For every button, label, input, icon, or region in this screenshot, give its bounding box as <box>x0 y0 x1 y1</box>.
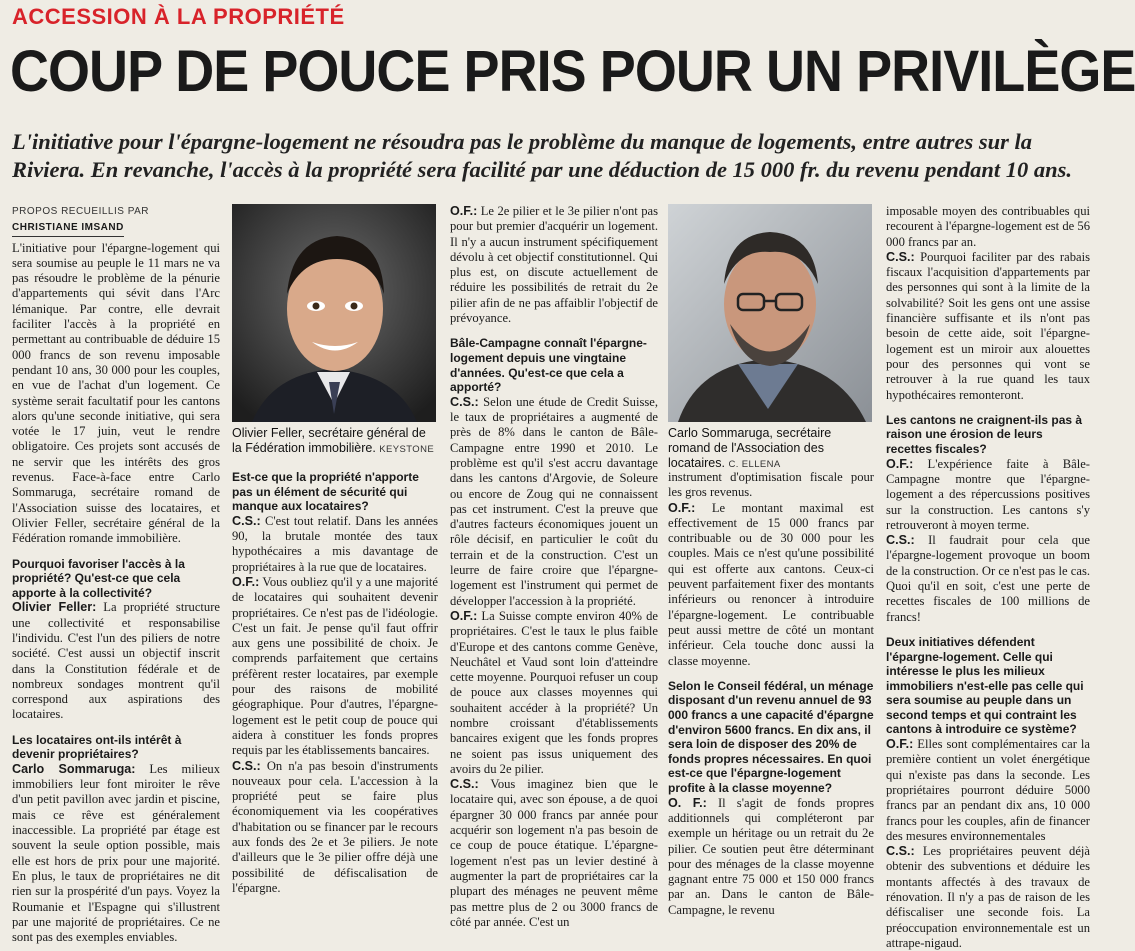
portrait-illustration <box>232 204 436 422</box>
answer <box>668 796 874 918</box>
column-1 <box>12 204 220 945</box>
photo-credit: KEYSTONE <box>379 444 435 455</box>
continued-text: instrument d'optimisation fiscale pour les gros revenus. <box>668 470 874 500</box>
caption-text: Olivier Feller, secrétaire général de la Fédération immobilière. <box>232 426 426 455</box>
speaker: C.S.: <box>886 844 915 859</box>
answer <box>886 737 1090 844</box>
photo-credit: C. ELLENA <box>728 459 781 470</box>
byline-author: CHRISTIANE IMSAND <box>12 220 124 236</box>
answer <box>886 533 1090 625</box>
answer-text: Elles sont complémentaires car la première contient un volet énergétique qui n'existe pas dans la seconde. Les propriétaires pourront déduire 5000 francs par an pendant dix ans, 10 000 francs pour les couples, afin de financer des mesures environnementales <box>886 737 1090 843</box>
answer-text: Il faudrait pour cela que l'épargne-logement provoque un boom de la construction. Or ce n'est pas le cas. Quoi qu'il en soit, c'est une perte de recettes fiscales de 100 millions de francs! <box>886 533 1090 624</box>
portrait-illustration <box>668 204 872 422</box>
speaker: O.F.: <box>886 737 914 752</box>
speaker: O.F.: <box>668 500 696 515</box>
question: Deux initiatives défendent l'épargne-logement. Celle qui intéresse le plus les milieux immobiliers n'est-elle pas celle qui sera soumise au peuple dans un second temps et qui contraint les cantons à introduire ce système? <box>886 634 1084 737</box>
column-4 <box>668 470 874 917</box>
answer <box>450 609 658 777</box>
answer <box>886 844 1090 951</box>
portrait-photo-sommaruga <box>668 204 872 422</box>
kicker: ACCESSION À LA PROPRIÉTÉ <box>12 4 345 29</box>
intro-text: L'initiative pour l'épargne-logement qui sera soumise au peuple le 11 mars ne va pas résoudre le problème de la pénurie d'appartements qui sévit dans l'Arc lémanique. Par contre, elle devrait faciliter l'accès à la propriété en permettant au contribuable de déduire 15 000 francs de son revenu imposable pendant 10 ans, 30 000 pour les couples, en vue de l'achat d'un logement. Ce système serait facultatif pour les cantons alors qu'une seconde initiative, qui sera votée le 17 juin, veut le rendre obligatoire. Ces projets sont accusés de ne servir que les intérêts des gros revenus. Face-à-face entre Carlo Sommaruga, secrétaire romand de l'Association suisse des locataires, et Olivier Feller, secrétaire général de la Fédération romande immobilière. <box>12 240 220 546</box>
speaker: C.S.: <box>232 513 261 528</box>
speaker: O.F.: <box>450 204 478 218</box>
speaker: C.S.: <box>886 533 915 548</box>
question: Pourquoi favoriser l'accès à la propriété? Qu'est-ce que cela apporte à la collectivité? <box>12 556 185 600</box>
lead-paragraph: L'initiative pour l'épargne-logement ne résoudra pas le problème du manque de logements, entre autres sur la Riviera. En revanche, l'accès à la propriété sera facilité par une déduction de 15 000 fr. du revenu pendant 10 ans. <box>12 129 1072 182</box>
caption-text: Carlo Sommaruga, secrétaire romand de l'Association des locataires. <box>668 426 832 470</box>
speaker: C.S.: <box>886 249 915 264</box>
answer-text: La Suisse compte environ 40% de propriétaires. C'est le taux le plus faible d'Europe et des cantons comme Genève, Neuchâtel et Vaud sont loin d'atteindre cette moyenne. Pourquoi refuser un coup de pouce aux classes moyennes qui souhaitent accéder à la propriété? Un nombre croissant d'établissements bancaires exigent que les fonds propres ne soient pas issus uniquement des avoirs du 2e pilier. <box>450 608 658 776</box>
caption-sommaruga <box>668 426 874 472</box>
answer <box>450 777 658 930</box>
continued-text: imposable moyen des contribuables qui recourent à l'épargne-logement est de 56 000 francs par an. <box>886 204 1090 249</box>
question: Selon le Conseil fédéral, un ménage disposant d'un revenu annuel de 93 000 francs a une capacité d'épargne d'environ 5600 francs. En dix ans, il sera loin de disposer des 20% de fonds propres nécessaires. En quoi est-ce que l'épargne-logement profite à la classe moyenne? <box>668 678 874 796</box>
portrait-photo-feller <box>232 204 436 422</box>
answer-text: Le montant maximal est effectivement de 15 000 francs par contribuable ou de 30 000 pour les couples. Mais ce n'est qu'une possibilité qui est offerte aux cantons. Ceux-ci peuvent parfaitement fixer des montants inférieurs ou renoncer à introduire l'épargne-logement. Le contribuable peut aussi mettre de côté un montant inférieur. Cela touche donc aussi la classe moyenne. <box>668 500 874 668</box>
answer-text: L'expérience faite à Bâle-Campagne montre que l'épargne-logement a des répercussions positives sur la construction. Les cantons s'y retrouveront à moyen terme. <box>886 456 1090 532</box>
answer-text: Vous oubliez qu'il y a une majorité de locataires qui souhaitent devenir propriétaires. Ce n'est pas de l'idéologie. C'est un fait. Je pense qu'il faut offrir aux gens une possibilité de choix. Je comprends parfaitement que certains préfèrent rester locataires, par exemple pour des raisons de mobilité géographique. Pour d'autres, l'épargne-logement est le petit coup de pouce qui aidera à constituer les fonds propres requis par les établissements bancaires. <box>232 574 438 758</box>
answer-text: Il s'agit de fonds propres additionnels qui compléteront par exemple un héritage ou un retrait du 2e pilier. Ce soutien peut être déterminant pour des ménages de la classe moyenne gagnant entre 75 000 et 150 000 francs par an. Dans le canton de Bâle-Campagne, le revenu <box>668 795 874 917</box>
answer-text: Les propriétaires peuvent déjà obtenir des subventions et déduire les montants affectés à des travaux de rénovation. Il n'y a pas de raison de les défiscaliser une seconde fois. La préoccupation environnementale est un attrape-nigaud. <box>886 844 1090 950</box>
caption-feller <box>232 426 438 457</box>
answer <box>12 600 220 722</box>
answer <box>12 762 220 946</box>
answer <box>668 501 874 669</box>
answer-text: C'est tout relatif. Dans les années 90, la brutale montée des taux hypothécaires a mis davantage de propriétaires à la rue que de locataires. <box>232 513 438 574</box>
answer <box>232 514 438 575</box>
headline: COUP DE POUCE PRIS POUR UN PRIVILÈGE <box>10 39 1135 104</box>
speaker: Olivier Feller: <box>12 600 97 615</box>
speaker: O.F.: <box>450 608 478 623</box>
question: Est-ce que la propriété n'apporte pas un élément de sécurité qui manque aux locataires? <box>232 470 419 514</box>
answer <box>450 395 658 609</box>
answer-text: Les milieux immobiliers leur font miroiter le rêve d'un petit pavillon avec jardin et piscine, mais ce rêve est généralement inaccessible. La propriété par étage est souvent la seule option possible, mais elle est hors de prix pour une majorité. En plus, le taux de propriétaires ne dit rien sur la prospérité d'un pays. Voyez la Roumanie et l'Espagne qui s'illustrent par une majorité de propriétaires. Ce ne sont pas des exemples enviables. <box>12 761 220 945</box>
speaker: C.S.: <box>450 394 479 409</box>
answer-text: Selon une étude de Credit Suisse, le taux de propriétaires a augmenté de près de 8% dans le canton de Bâle-Campagne entre 1990 et 2010. Le problème est qu'il s'est accru davantage dans les cantons d'Argovie, de Soleure ou encore de Zoug qui ne connaissent pas cet instrument. C'est la preuve que d'autres facteurs économiques jouent un rôle décisif, en particulier le coût du terrain et de la construction. C'est un leurre de faire croire que l'épargne-logement est l'instrument qui permet de développer l'accession à la propriété. <box>450 394 658 608</box>
answer-text: La propriété structure une collectivité et responsabilise l'individu. C'est l'un des piliers de notre société. C'est aussi un objectif inscrit dans la Constitution fédérale et de nombreux sondages montrent qu'il correspond aux aspirations des locataires. <box>12 600 220 722</box>
speaker: C.S.: <box>450 777 479 792</box>
question: Les cantons ne craignent-ils pas à raison une érosion de leurs recettes fiscales? <box>886 412 1083 457</box>
answer <box>232 759 438 897</box>
question: Bâle-Campagne connaît l'épargne-logement depuis une vingtaine d'années. Qu'est-ce que cela a apporté? <box>450 336 647 395</box>
column-3 <box>450 204 658 929</box>
answer-text: On n'a pas besoin d'instruments nouveaux pour cela. L'accession à la propriété peut se faire plus économiquement via les coopératives d'habitation ou se financer par le recours aux fonds des 2e et 3e piliers. Je note d'ailleurs que le 3e pilier offre déjà une possibilité de défiscalisation de l'épargne. <box>232 758 438 895</box>
speaker: O.F.: <box>886 456 914 471</box>
speaker: O. F.: <box>668 795 707 810</box>
answer-text: Pourquoi faciliter par des rabais fiscaux l'acquisition d'appartements par des personnes qui sont à la limite de la solvabilité? Soit les gens ont une assise financière suffisante et ils n'ont pas besoin de cette aide, soit l'épargne-logement est un miroir aux alouettes pour des personnes qui vont se retrouver à la rue quand les taux hypothécaires remonteront. <box>886 249 1090 402</box>
speaker: O.F.: <box>232 574 260 589</box>
column-5 <box>886 204 1090 950</box>
column-2 <box>232 470 438 895</box>
answer-text: Vous imaginez bien que le locataire qui, avec son épouse, a de quoi épargner 30 000 francs par année pour acquérir son logement n'a pas besoin de ce coup de pouce étatique. L'épargne-logement n'est pas un levier destiné à augmenter la part de propriétaires car la plupart des ménages ne peuvent même pas mettre plus de 2 ou 3000 francs de côté par année. C'est un <box>450 777 658 929</box>
answer-text: Le 2e pilier et le 3e pilier n'ont pas pour but premier d'acquérir un logement. Il n'y a aucun instrument spécifiquement dévolu à cet objectif constitutionnel. Qui plus est, on discute actuellement de réduire les possibilités de retrait du 2e pilier afin de ne pas affaiblir l'objectif de prévoyance. <box>450 204 658 326</box>
question: Les locataires ont-ils intérêt à devenir propriétaires? <box>12 732 182 762</box>
answer <box>886 250 1090 403</box>
speaker: C.S.: <box>232 758 261 773</box>
byline-label: PROPOS RECUEILLIS PAR <box>12 206 150 217</box>
speaker: Carlo Sommaruga: <box>12 761 136 776</box>
answer <box>450 204 658 326</box>
answer <box>232 575 438 759</box>
answer <box>886 457 1090 533</box>
